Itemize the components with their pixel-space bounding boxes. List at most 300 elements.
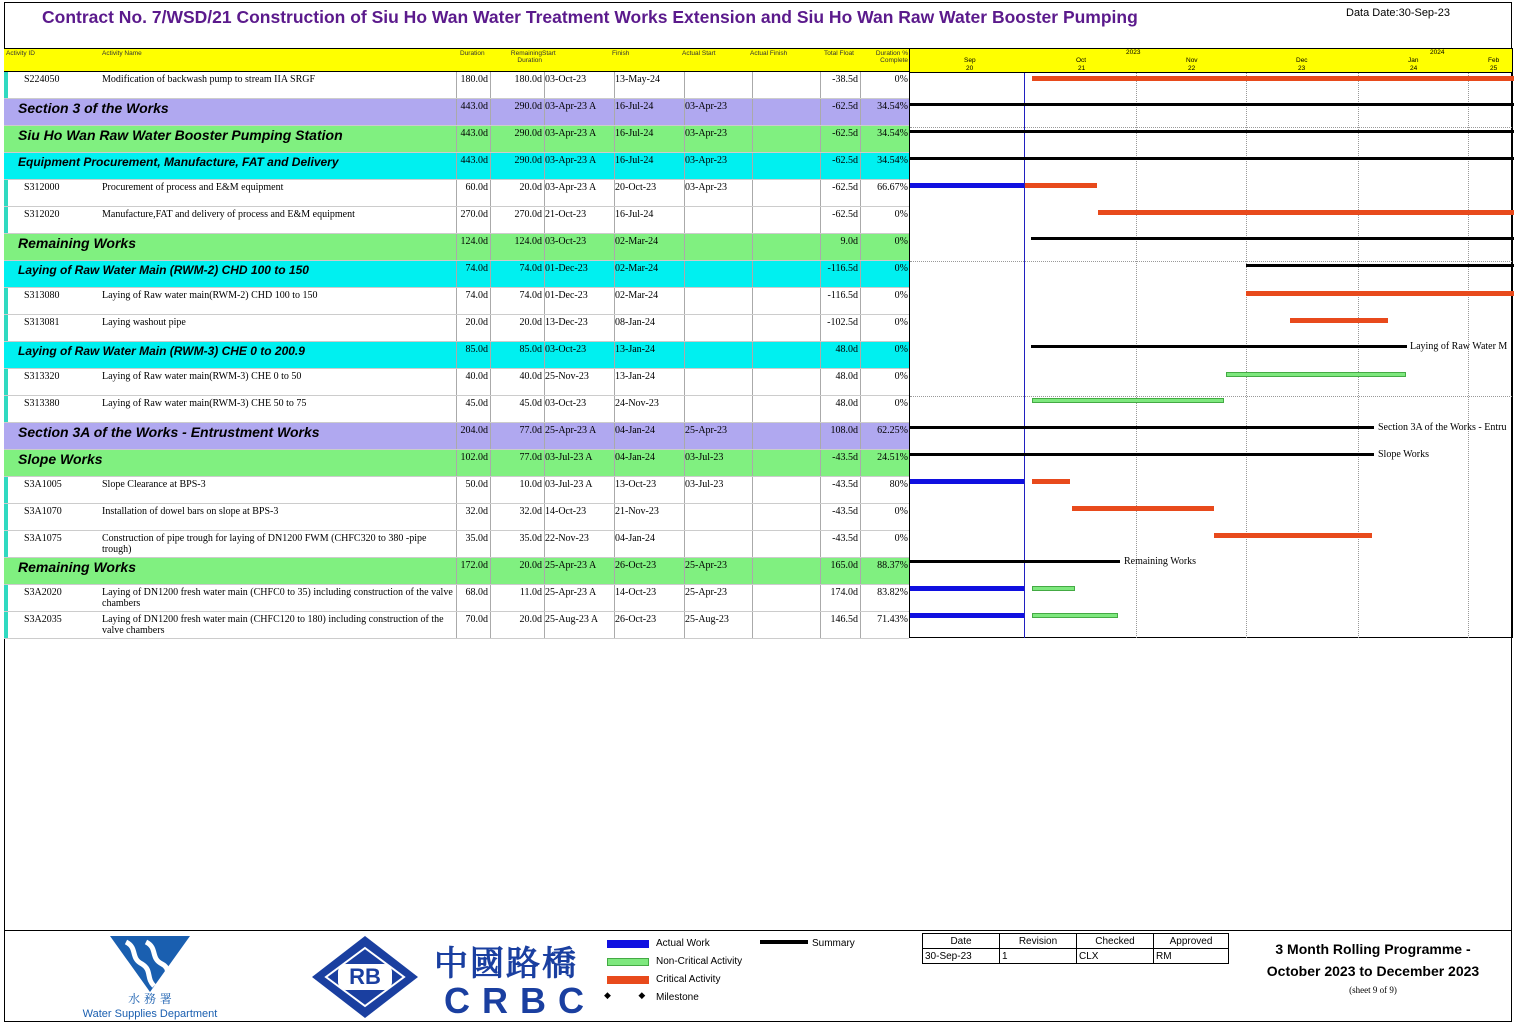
cell-dur: 443.0d (456, 99, 490, 125)
cell-start: 03-Oct-23 (544, 342, 614, 368)
cell-pct: 34.54% (860, 99, 910, 125)
week-25: 25 (1490, 65, 1498, 72)
cell-pct: 83.82% (860, 585, 910, 611)
cell-rem: 290.0d (490, 153, 544, 179)
cell-name: Laying of DN1200 fresh water main (CHFC120 to 180) including construction of the valve chambers (102, 614, 444, 636)
cell-astart: 03-Jul-23 (684, 477, 752, 503)
cell-dur: 60.0d (456, 180, 490, 206)
rev-header-checked: Checked (1077, 934, 1154, 949)
cell-name: Laying of Raw water main(RWM-3) CHE 50 to 75 (102, 398, 307, 409)
row-level-indicator (4, 261, 10, 287)
cell-id: S3A2020 (24, 587, 62, 598)
year-2023: 2023 (1126, 49, 1141, 56)
cell-rem: 20.0d (490, 558, 544, 584)
cell-start: 21-Oct-23 (544, 207, 614, 233)
row-level-indicator (4, 504, 8, 530)
programme-line1: 3 Month Rolling Programme - (1275, 941, 1471, 957)
bar-s3a1070[interactable] (1072, 506, 1214, 511)
col-duration[interactable]: Duration (460, 50, 485, 57)
summary-band-row[interactable] (4, 234, 909, 261)
cell-afinish (752, 180, 820, 206)
grid-hline (910, 396, 1512, 397)
cell-finish: 02-Mar-24 (614, 234, 684, 260)
month-feb: Feb (1488, 57, 1500, 64)
cell-rem: 290.0d (490, 126, 544, 152)
cell-astart (684, 72, 752, 98)
cell-start: 25-Nov-23 (544, 369, 614, 395)
bar-s3a1075[interactable] (1214, 533, 1372, 538)
cell-id: S313080 (24, 290, 60, 301)
cell-id: S3A1070 (24, 506, 62, 517)
cell-tf: 146.5d (820, 612, 860, 638)
bar-s312020[interactable] (1098, 210, 1514, 215)
cell-pct: 80% (860, 477, 910, 503)
cell-astart: 25-Apr-23 (684, 423, 752, 449)
cell-afinish (752, 504, 820, 530)
cell-start: 03-Apr-23 A (544, 180, 614, 206)
cell-pct: 0% (860, 234, 910, 260)
summary-band-row[interactable] (4, 99, 909, 126)
cell-afinish (752, 558, 820, 584)
cell-name: Slope Works (18, 451, 103, 467)
col-finish[interactable]: Finish (612, 50, 630, 57)
summary-band-row[interactable] (4, 153, 909, 180)
rev-approved: RM (1154, 949, 1229, 964)
cell-start: 03-Oct-23 (544, 396, 614, 422)
cell-finish: 04-Jan-24 (614, 450, 684, 476)
cell-start: 22-Nov-23 (544, 531, 614, 557)
cell-name: Laying of Raw Water Main (RWM-2) CHD 100 to 150 (18, 263, 309, 277)
legend-milestone: Milestone (656, 992, 699, 1003)
cell-name: Remaining Works (18, 235, 136, 251)
cell-dur: 102.0d (456, 450, 490, 476)
bar-rwm2[interactable] (1246, 264, 1514, 267)
programme-title (1244, 938, 1502, 982)
cell-name: Siu Ho Wan Raw Water Booster Pumping Station (18, 127, 343, 143)
cell-dur: 35.0d (456, 531, 490, 557)
cell-tf: -38.5d (820, 72, 860, 98)
bar-s3a1005-actual[interactable] (910, 479, 1024, 484)
cell-dur: 74.0d (456, 288, 490, 314)
cell-tf: 9.0d (820, 234, 860, 260)
cell-name: Laying of Raw Water Main (RWM-3) CHE 0 to 200.9 (18, 344, 305, 358)
cell-tf: 48.0d (820, 342, 860, 368)
cell-dur: 443.0d (456, 153, 490, 179)
rev-revision: 1 (1000, 949, 1077, 964)
cell-astart (684, 342, 752, 368)
cell-astart (684, 261, 752, 287)
row-level-indicator (4, 315, 8, 341)
legend-noncritical: Non-Critical Activity (656, 956, 743, 967)
rb-logo-text: RB (349, 964, 381, 989)
bar-slope-works[interactable] (910, 453, 1374, 456)
rev-date: 30-Sep-23 (923, 949, 1000, 964)
cell-astart (684, 369, 752, 395)
cell-astart: 03-Apr-23 (684, 99, 752, 125)
cell-pct: 62.25% (860, 423, 910, 449)
rev-header-revision: Revision (1000, 934, 1077, 949)
cell-start: 01-Dec-23 (544, 261, 614, 287)
cell-start: 03-Apr-23 A (544, 126, 614, 152)
cell-rem: 74.0d (490, 261, 544, 287)
cell-finish: 13-Oct-23 (614, 477, 684, 503)
cell-id: S3A1005 (24, 479, 62, 490)
cell-pct: 0% (860, 531, 910, 557)
summary-band-row[interactable] (4, 261, 909, 288)
bar-s3a2020-actual[interactable] (910, 586, 1024, 591)
month-dec: Dec (1296, 57, 1308, 64)
row-level-indicator (4, 126, 10, 152)
cell-id: S312000 (24, 182, 60, 193)
cell-start: 25-Aug-23 A (544, 612, 614, 638)
cell-name: Construction of pipe trough for laying of DN1200 FWM (CHFC320 to 380 -pipe trough) (102, 533, 427, 555)
data-date: Data Date:30-Sep-23 (1346, 7, 1450, 19)
row-level-indicator (4, 531, 8, 557)
table-row[interactable] (4, 72, 909, 99)
cell-dur: 74.0d (456, 261, 490, 287)
cell-rem: 290.0d (490, 99, 544, 125)
cell-name: Section 3A of the Works - Entrustment Works (18, 424, 320, 440)
cell-dur: 172.0d (456, 558, 490, 584)
cell-pct: 0% (860, 288, 910, 314)
cell-rem: 124.0d (490, 234, 544, 260)
grid-hline (910, 261, 1512, 262)
cell-pct: 71.43% (860, 612, 910, 638)
row-level-indicator (4, 234, 10, 260)
cell-tf: 174.0d (820, 585, 860, 611)
cell-finish: 21-Nov-23 (614, 504, 684, 530)
bar-shw-rwbps[interactable] (910, 130, 1514, 133)
cell-tf: -102.5d (820, 315, 860, 341)
cell-finish: 02-Mar-24 (614, 261, 684, 287)
row-level-indicator (4, 369, 8, 395)
summary-band-row[interactable] (4, 342, 909, 369)
bar-remaining-works-2[interactable] (910, 560, 1120, 563)
col-actual-start[interactable]: Actual Start (682, 50, 716, 57)
cell-rem: 20.0d (490, 612, 544, 638)
cell-id: S312020 (24, 209, 60, 220)
cell-name: Laying of DN1200 fresh water main (CHFC0 to 35) including construction of the valve chambers (102, 587, 453, 609)
cell-finish: 16-Jul-24 (614, 99, 684, 125)
cell-pct: 0% (860, 315, 910, 341)
cell-tf: 48.0d (820, 369, 860, 395)
cell-afinish (752, 477, 820, 503)
rev-checked: CLX (1077, 949, 1154, 964)
cell-tf: -43.5d (820, 504, 860, 530)
rev-header-approved: Approved (1154, 934, 1229, 949)
cell-afinish (752, 261, 820, 287)
cell-start: 25-Apr-23 A (544, 558, 614, 584)
rev-header-date: Date (923, 934, 1000, 949)
legend-summary: Summary (812, 938, 855, 949)
bar-s312000[interactable] (1025, 183, 1097, 188)
bar-s312000-actual[interactable] (910, 183, 1024, 188)
table-row[interactable] (4, 315, 909, 342)
milestone-icon: ◆ ◆ (604, 990, 646, 1000)
cell-pct: 24.51% (860, 450, 910, 476)
cell-afinish (752, 396, 820, 422)
table-row[interactable] (4, 288, 909, 315)
cell-name: Section 3 of the Works (18, 100, 169, 116)
cell-start: 03-Oct-23 (544, 234, 614, 260)
cell-tf: -43.5d (820, 531, 860, 557)
cell-start: 01-Dec-23 (544, 288, 614, 314)
summary-band-row[interactable] (4, 423, 909, 450)
bar-s313320[interactable] (1226, 372, 1406, 377)
cell-name: Laying of Raw water main(RWM-2) CHD 100 to 150 (102, 290, 318, 301)
row-level-indicator (4, 342, 10, 368)
cell-pct: 0% (860, 72, 910, 98)
month-nov: Nov (1186, 57, 1198, 64)
crbc-name: CRBC (444, 980, 596, 1021)
bar-rwm3[interactable] (1031, 345, 1407, 348)
cell-afinish (752, 369, 820, 395)
cell-id: S313380 (24, 398, 60, 409)
row-level-indicator (4, 99, 10, 125)
cell-finish: 08-Jan-24 (614, 315, 684, 341)
cell-pct: 34.54% (860, 153, 910, 179)
cell-dur: 270.0d (456, 207, 490, 233)
summary-band-row[interactable] (4, 126, 909, 153)
col-activity-name[interactable]: Activity Name (102, 50, 142, 57)
gantt-chart (909, 48, 1513, 638)
legend-actual-swatch (607, 940, 649, 948)
cell-pct: 0% (860, 396, 910, 422)
cell-pct: 66.67% (860, 180, 910, 206)
timescale-header (910, 49, 1512, 73)
col-total-float[interactable]: Total Float (824, 50, 854, 57)
page-title: Contract No. 7/WSD/21 Construction of Siu Ho Wan Water Treatment Works Extension and Siu Ho Wan Raw Water Booster Pumping (42, 7, 1138, 27)
bar-remaining-works-1[interactable] (1031, 237, 1514, 240)
cell-rem: 180.0d (490, 72, 544, 98)
cell-name: Equipment Procurement, Manufacture, FAT and Delivery (18, 155, 339, 169)
col-remaining[interactable]: Remaining Duration (510, 50, 542, 64)
sheet-number: (sheet 9 of 9) (1349, 985, 1397, 995)
table-row[interactable] (4, 612, 909, 639)
cell-start: 03-Oct-23 (544, 72, 614, 98)
cell-rem: 270.0d (490, 207, 544, 233)
wsd-english-name: Water Supplies Department (82, 1008, 218, 1020)
week-23: 23 (1298, 65, 1306, 72)
cell-start: 25-Apr-23 A (544, 585, 614, 611)
cell-dur: 204.0d (456, 423, 490, 449)
cell-tf: -116.5d (820, 288, 860, 314)
month-oct: Oct (1076, 57, 1087, 64)
cell-dur: 85.0d (456, 342, 490, 368)
cell-dur: 124.0d (456, 234, 490, 260)
table-row[interactable] (4, 369, 909, 396)
cell-tf: -43.5d (820, 477, 860, 503)
bar-s3a1005[interactable] (1032, 479, 1070, 484)
cell-tf: -43.5d (820, 450, 860, 476)
bar-s313380[interactable] (1032, 398, 1224, 403)
cell-finish: 13-May-24 (614, 72, 684, 98)
cell-finish: 14-Oct-23 (614, 585, 684, 611)
cell-afinish (752, 288, 820, 314)
cell-finish: 04-Jan-24 (614, 423, 684, 449)
month-jan: Jan (1408, 57, 1419, 64)
cell-id: S224050 (24, 74, 60, 85)
cell-rem: 85.0d (490, 342, 544, 368)
cell-name: Laying washout pipe (102, 317, 186, 328)
cell-pct: 0% (860, 504, 910, 530)
row-level-indicator (4, 396, 8, 422)
cell-dur: 180.0d (456, 72, 490, 98)
table-header (4, 48, 909, 72)
col-pct[interactable]: Duration % Complete (875, 50, 908, 64)
col-activity-id[interactable]: Activity ID (6, 50, 35, 57)
bar-section3a[interactable] (910, 426, 1374, 429)
row-level-indicator (4, 423, 10, 449)
week-21: 21 (1078, 65, 1086, 72)
cell-finish: 26-Oct-23 (614, 558, 684, 584)
cell-name: Installation of dowel bars on slope at BPS-3 (102, 506, 279, 517)
cell-pct: 0% (860, 342, 910, 368)
wsd-logo (108, 934, 192, 994)
cell-name: Manufacture,FAT and delivery of process and E&M equipment (102, 209, 355, 220)
cell-dur: 45.0d (456, 396, 490, 422)
revision-table (922, 933, 1229, 964)
cell-start: 14-Oct-23 (544, 504, 614, 530)
cell-tf: -62.5d (820, 153, 860, 179)
cell-afinish (752, 585, 820, 611)
wsd-chinese-name: 水 務 署 (128, 992, 172, 1006)
cell-dur: 50.0d (456, 477, 490, 503)
cell-name: Procurement of process and E&M equipment (102, 182, 284, 193)
cell-rem: 77.0d (490, 423, 544, 449)
bar-s224050[interactable] (1032, 76, 1514, 81)
bar-equipment[interactable] (910, 157, 1514, 160)
cell-rem: 20.0d (490, 180, 544, 206)
cell-id: S313320 (24, 371, 60, 382)
bar-section3[interactable] (910, 103, 1514, 106)
cell-astart (684, 315, 752, 341)
cell-name: Remaining Works (18, 559, 136, 575)
cell-pct: 88.37% (860, 558, 910, 584)
year-2024: 2024 (1430, 49, 1445, 56)
cell-finish: 13-Jan-24 (614, 342, 684, 368)
bar-s3a2035-actual[interactable] (910, 613, 1024, 618)
bar-s313080[interactable] (1246, 291, 1514, 296)
table-row[interactable] (4, 396, 909, 423)
cell-finish: 26-Oct-23 (614, 612, 684, 638)
cell-pct: 0% (860, 369, 910, 395)
cell-rem: 35.0d (490, 531, 544, 557)
cell-tf: -62.5d (820, 207, 860, 233)
cell-id: S3A2035 (24, 614, 62, 625)
cell-astart (684, 288, 752, 314)
cell-name: Slope Clearance at BPS-3 (102, 479, 206, 490)
cell-finish: 20-Oct-23 (614, 180, 684, 206)
cell-afinish (752, 72, 820, 98)
row-level-indicator (4, 450, 10, 476)
table-row[interactable] (4, 531, 909, 558)
col-start[interactable]: Start (542, 50, 556, 57)
table-row[interactable] (4, 207, 909, 234)
cell-afinish (752, 153, 820, 179)
week-24: 24 (1410, 65, 1418, 72)
cell-afinish (752, 342, 820, 368)
table-row[interactable] (4, 180, 909, 207)
cell-afinish (752, 315, 820, 341)
cell-afinish (752, 423, 820, 449)
cell-dur: 32.0d (456, 504, 490, 530)
bar-s3a2020[interactable] (1032, 586, 1075, 591)
cell-start: 13-Dec-23 (544, 315, 614, 341)
cell-id: S3A1075 (24, 533, 62, 544)
cell-astart (684, 396, 752, 422)
programme-line2: October 2023 to December 2023 (1266, 963, 1480, 979)
cell-astart (684, 234, 752, 260)
cell-id: S313081 (24, 317, 60, 328)
table-row[interactable] (4, 477, 909, 504)
crbc-chinese-name: 中國路橋 (434, 944, 578, 984)
label-slope-works: Slope Works (1378, 449, 1429, 460)
label-section3a: Section 3A of the Works - Entru (1378, 422, 1507, 433)
label-rwm3: Laying of Raw Water M (1410, 341, 1508, 352)
cell-tf: 165.0d (820, 558, 860, 584)
row-level-indicator (4, 72, 8, 98)
cell-afinish (752, 207, 820, 233)
cell-astart: 03-Apr-23 (684, 180, 752, 206)
table-row[interactable] (4, 585, 909, 612)
row-level-indicator (4, 585, 8, 611)
cell-rem: 32.0d (490, 504, 544, 530)
legend-summary-swatch (760, 940, 808, 944)
cell-tf: -62.5d (820, 126, 860, 152)
cell-rem: 77.0d (490, 450, 544, 476)
summary-band-row[interactable] (4, 558, 909, 585)
summary-band-row[interactable] (4, 450, 909, 477)
week-22: 22 (1188, 65, 1196, 72)
cell-pct: 0% (860, 207, 910, 233)
cell-astart: 25-Apr-23 (684, 558, 752, 584)
cell-start: 03-Apr-23 A (544, 99, 614, 125)
cell-tf: -62.5d (820, 180, 860, 206)
cell-astart: 03-Apr-23 (684, 126, 752, 152)
cell-afinish (752, 612, 820, 638)
row-level-indicator (4, 207, 8, 233)
cell-name: Laying of Raw water main(RWM-3) CHE 0 to 50 (102, 371, 302, 382)
cell-start: 03-Jul-23 A (544, 477, 614, 503)
row-level-indicator (4, 612, 8, 638)
cell-rem: 10.0d (490, 477, 544, 503)
legend-noncritical-swatch (607, 958, 649, 966)
cell-dur: 70.0d (456, 612, 490, 638)
cell-finish: 24-Nov-23 (614, 396, 684, 422)
cell-tf: 48.0d (820, 396, 860, 422)
legend-critical: Critical Activity (656, 974, 721, 985)
cell-rem: 45.0d (490, 396, 544, 422)
cell-finish: 04-Jan-24 (614, 531, 684, 557)
legend-actual: Actual Work (656, 938, 710, 949)
cell-name: Modification of backwash pump to stream IIA SRGF (102, 74, 316, 85)
cell-tf: 108.0d (820, 423, 860, 449)
cell-afinish (752, 450, 820, 476)
row-level-indicator (4, 180, 8, 206)
col-actual-finish[interactable]: Actual Finish (750, 50, 788, 57)
cell-afinish (752, 531, 820, 557)
bar-s313081[interactable] (1290, 318, 1388, 323)
cell-afinish (752, 99, 820, 125)
cell-start: 25-Apr-23 A (544, 423, 614, 449)
cell-rem: 74.0d (490, 288, 544, 314)
cell-rem: 40.0d (490, 369, 544, 395)
bar-s3a2035[interactable] (1032, 613, 1118, 618)
table-row[interactable] (4, 504, 909, 531)
row-level-indicator (4, 288, 8, 314)
cell-tf: -62.5d (820, 99, 860, 125)
